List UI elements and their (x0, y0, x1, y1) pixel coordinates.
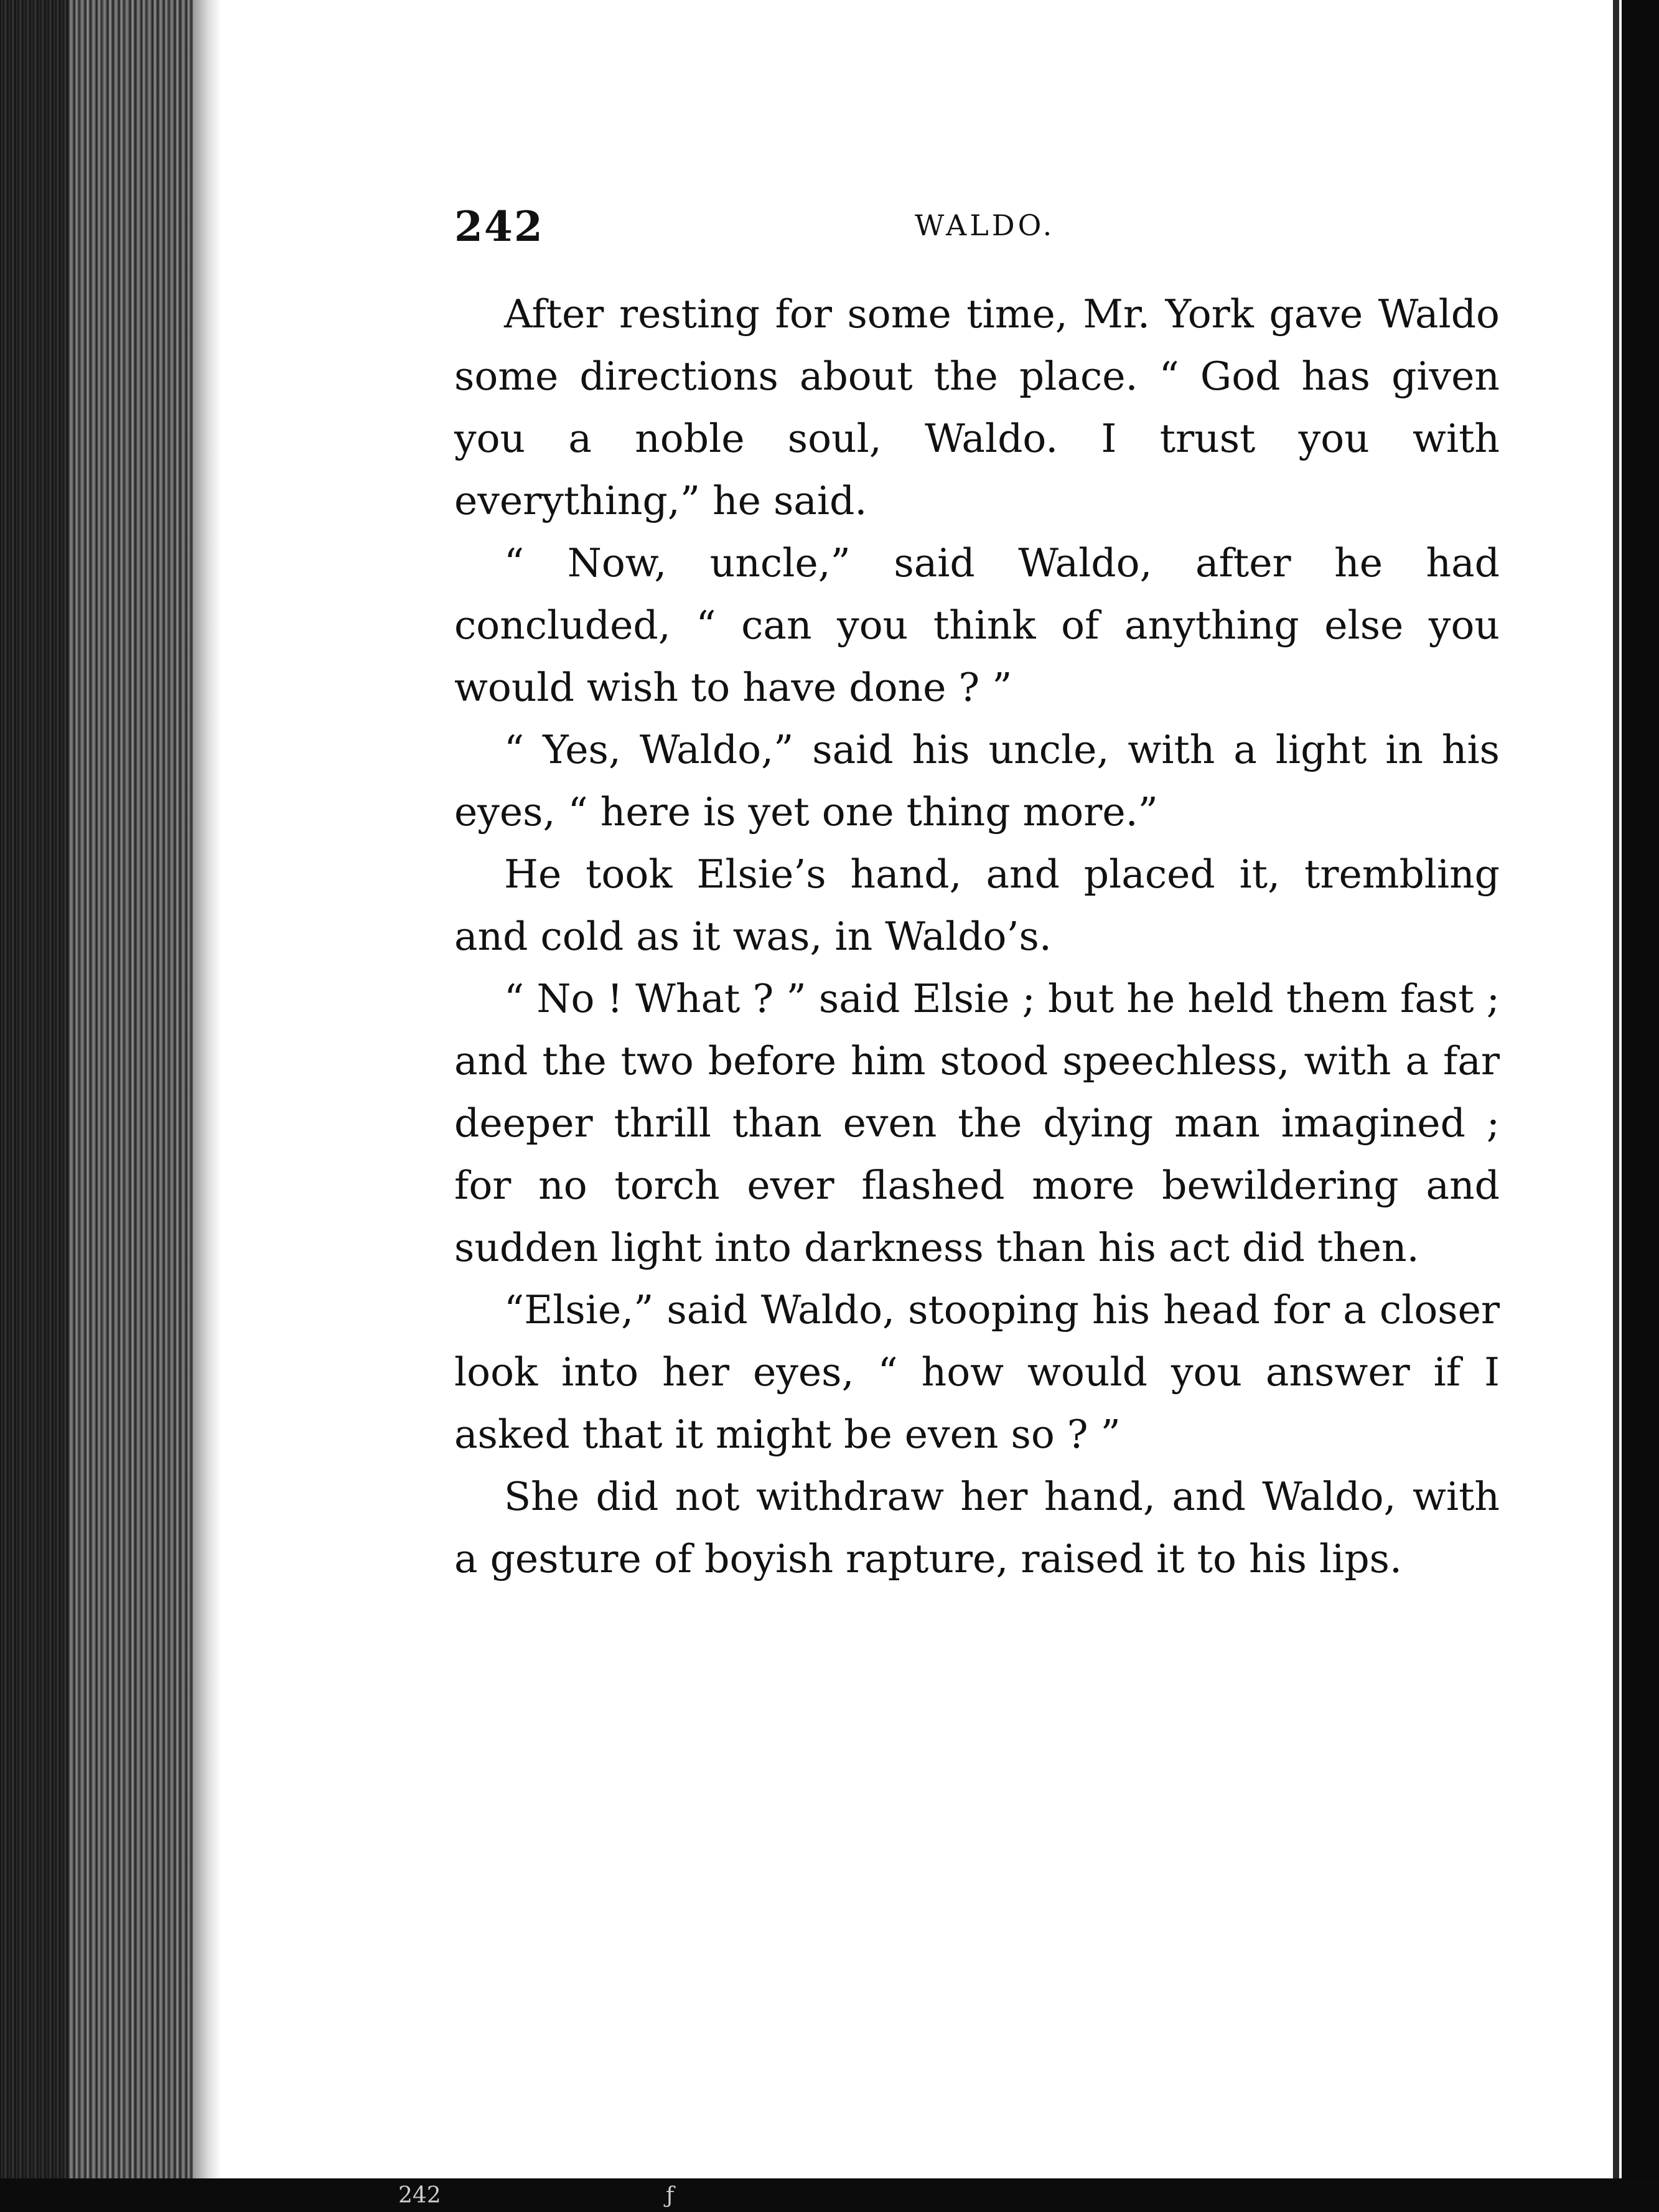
paragraph-6: “Elsie,” said Waldo, stooping his head for a closer look into her eyes, “ how would you answer if I asked that it might be even so ? ” (454, 1287, 1500, 1457)
footer-mark-right: ƒ (666, 2183, 675, 2208)
right-border-bar (1622, 0, 1659, 2212)
page-number: 242 (454, 202, 544, 251)
page-stack-edge (68, 0, 193, 2212)
footer-mark-left: 242 (398, 2183, 441, 2208)
paragraph-2: “ Now, uncle,” said Waldo, after he had concluded, “ can you think of anything else you would wish to have done ? ” (454, 540, 1500, 710)
running-title: WALDO. (915, 209, 1055, 242)
paragraph-4: He took Elsie’s hand, and placed it, trembling and cold as it was, in Waldo’s. (454, 851, 1500, 959)
body-text (454, 283, 1500, 1590)
paragraph-1: After resting for some time, Mr. York gave Waldo some directions about the place. “ God has given you a noble soul, Waldo. I trust you with everything,” he said. (454, 291, 1500, 523)
page-gutter-shadow (193, 0, 221, 2212)
paragraph-5: “ No ! What ? ” said Elsie ; but he held them fast ; and the two before him stood speechless, with a far deeper thrill than even the dying man imagined ; for no torch ever flashed more bewildering and sudden light into darkness than his act did then. (454, 976, 1500, 1270)
paragraph-3: “ Yes, Waldo,” said his uncle, with a light in his eyes, “ here is yet one thing more.” (454, 727, 1500, 835)
right-border-thin (1613, 0, 1619, 2212)
page-header (454, 202, 1500, 258)
bottom-border-bar (0, 2178, 1659, 2212)
paragraph-7: She did not withdraw her hand, and Waldo, with a gesture of boyish rapture, raised it to his lips. (454, 1474, 1500, 1582)
